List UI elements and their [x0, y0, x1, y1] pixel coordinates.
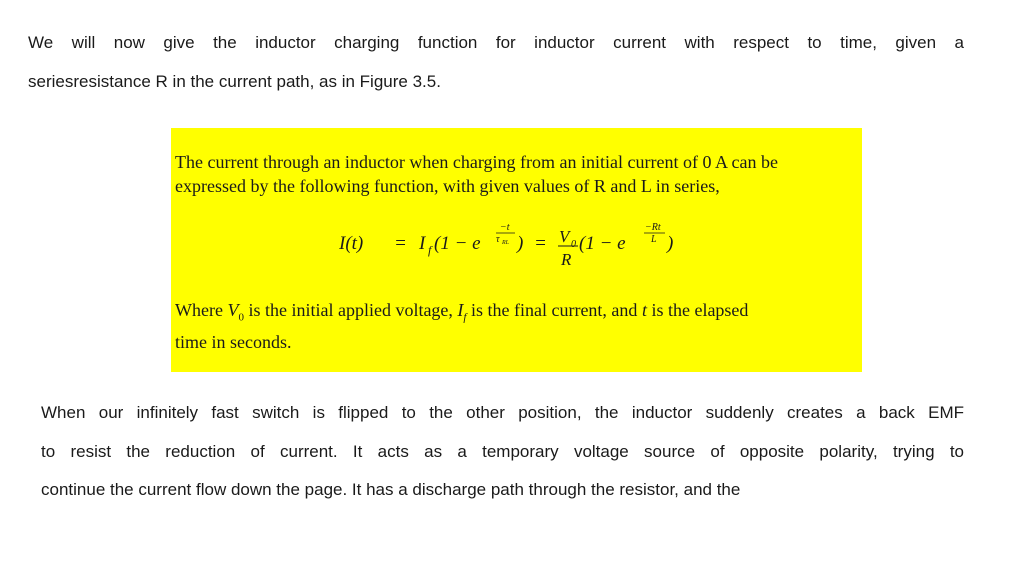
formula-exp1-den: τ [496, 234, 500, 245]
body-paragraph [41, 394, 964, 510]
formula-frac-num: V [559, 227, 570, 246]
formula-paren-1-close: ) [517, 233, 524, 254]
formula-final-current-sub: f [428, 243, 432, 257]
figure-where-text [175, 298, 859, 354]
formula-final-current: I [419, 233, 426, 254]
intro-line-1: We will now give the inductor charging function for inductor current with respect to time, given a [28, 33, 964, 52]
where-current-desc: is the final current, and [466, 300, 642, 320]
figure-description [175, 150, 859, 198]
formula-exp2-num: −Rt [645, 222, 661, 233]
figure-where-line-1 [175, 298, 859, 330]
formula-paren-2: (1 − e [579, 233, 626, 254]
formula-paren-1: (1 − e [434, 233, 481, 254]
formula-frac-den: R [561, 250, 572, 269]
body-line-1: When our infinitely fast switch is flipped to the other position, the inductor suddenly creates a back EMF [41, 403, 964, 422]
formula-exp1-den-sub: RL [502, 240, 510, 246]
formula-frac-num-sub: 0 [571, 239, 576, 250]
inductor-charging-formula [339, 212, 699, 272]
figure-description-line-2: expressed by the following function, with given values of R and L in series, [175, 176, 720, 196]
formula-equals-1: = [394, 233, 407, 254]
intro-paragraph [28, 24, 964, 101]
where-voltage-sub: 0 [238, 311, 244, 324]
intro-line-2: seriesresistance R in the current path, as in Figure 3.5. [28, 71, 441, 91]
where-time-desc: is the elapsed [646, 300, 749, 320]
figure-description-line-1: The current through an inductor when charging from an initial current of 0 A can be [175, 152, 778, 172]
formula-exp2-den: L [651, 234, 657, 245]
where-voltage-desc: is the initial applied voltage, [243, 300, 458, 320]
body-line-2: to resist the reduction of current. It acts as a temporary voltage source of opposite polarity, trying to [41, 441, 964, 461]
where-prefix: Where [175, 300, 228, 320]
where-time-symbol: t [641, 300, 647, 320]
body-line-3: continue the current flow down the page. It has a discharge path through the resistor, and the [41, 480, 741, 499]
formula-exp1-num: −t [500, 222, 510, 233]
formula-lhs: I(t) [339, 233, 364, 254]
figure-where-line-2: time in seconds. [175, 331, 292, 352]
figure-3-5-box [171, 128, 862, 372]
formula-equals-2: = [534, 233, 547, 254]
formula-paren-2-close: ) [667, 233, 674, 254]
where-current-sub: f [463, 311, 467, 324]
where-current-symbol: I [457, 300, 464, 320]
where-voltage-symbol: V [227, 300, 239, 320]
